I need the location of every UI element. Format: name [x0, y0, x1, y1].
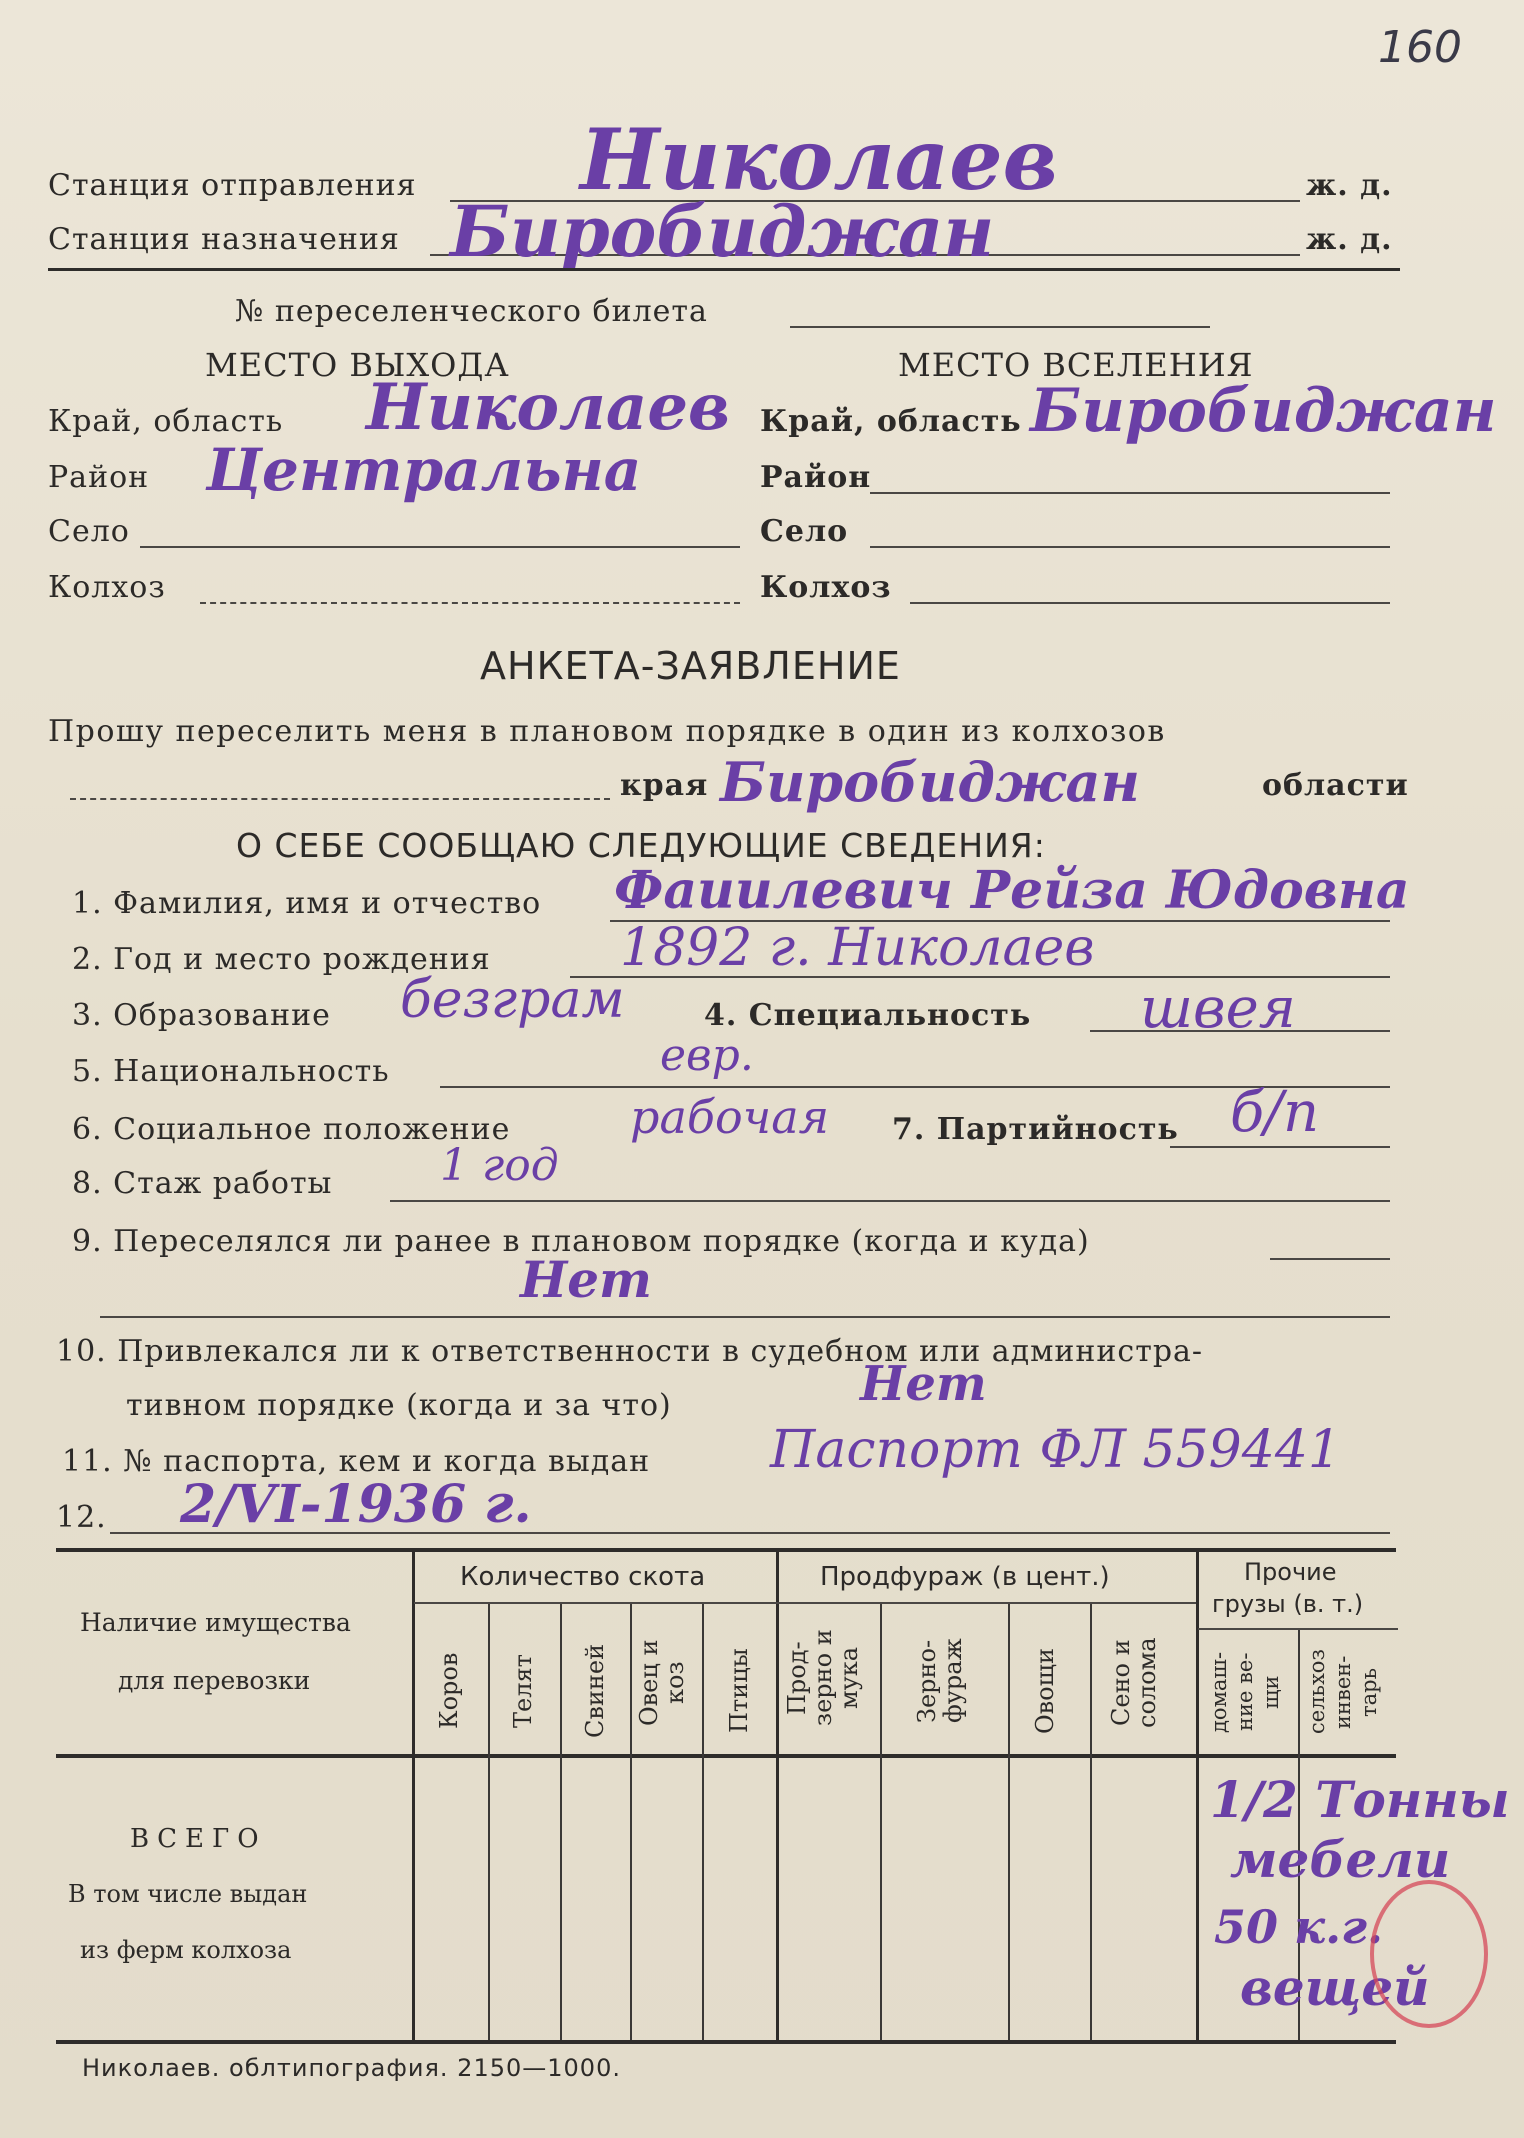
col-vegetables: Овощи [1031, 1648, 1059, 1734]
ticket-label: № переселенческого билета [235, 294, 708, 329]
other-value-4: вещей [1240, 1958, 1430, 2017]
q6-value: рабочая [630, 1090, 830, 1144]
exit-kolkhoz-label: Колхоз [48, 570, 166, 605]
q3-value: безграм [400, 970, 625, 1030]
q2-value: 1892 г. Николаев [620, 918, 1095, 978]
q7-label: 7. Партийность [892, 1112, 1179, 1147]
red-mark [1370, 1880, 1488, 2028]
col-grain-fodder: Зерно- фураж [913, 1638, 967, 1724]
q9-label: 9. Переселялся ли ранее в плановом порядке (когда и куда) [72, 1224, 1090, 1259]
q10-label-2: тивном порядке (когда и за что) [126, 1388, 672, 1423]
q9-value: Нет [520, 1250, 652, 1309]
q6-label: 6. Социальное положение [72, 1112, 511, 1147]
q10-value: Нет [860, 1356, 987, 1412]
q1-label: 1. Фамилия, имя и отчество [72, 886, 542, 921]
q4-value: швея [1140, 976, 1296, 1041]
request-line-1: Прошу переселить меня в плановом порядке в один из колхозов [48, 714, 1166, 749]
departure-suffix: ж. д. [1306, 168, 1393, 203]
destination-value: Биробиджан [450, 190, 995, 273]
q12-label: 12. [56, 1500, 107, 1535]
col-calves: Телят [509, 1654, 537, 1728]
page-number: 160 [1378, 22, 1462, 73]
col-poultry: Птицы [725, 1648, 753, 1734]
col-household: домаш- ние ве- щи [1207, 1651, 1283, 1733]
other-header-1: Прочие [1244, 1558, 1337, 1586]
q11-value: Паспорт ФЛ 559441 [770, 1420, 1341, 1480]
departure-value: Николаев [580, 110, 1058, 209]
exit-region-value: Николаев [366, 370, 731, 445]
exit-village-label: Село [48, 514, 130, 549]
col-grain-flour: Прод- зерно и мука [783, 1629, 863, 1727]
info-header: О СЕБЕ СООБЩАЮ СЛЕДУЮЩИЕ СВЕДЕНИЯ: [236, 826, 1046, 865]
q12-value: 2/VI-1936 г. [180, 1474, 532, 1535]
settle-region-value: Биробиджан [1030, 376, 1497, 446]
q3-label: 3. Образование [72, 998, 331, 1033]
settle-district-label: Район [760, 460, 872, 495]
printer-footer: Николаев. облтипография. 2150—1000. [82, 2054, 621, 2082]
exit-district-label: Район [48, 460, 150, 495]
col-farm-tools: сельхоз инвен- тарь [1305, 1649, 1381, 1735]
departure-label: Станция отправления [48, 168, 417, 203]
settle-place-header: МЕСТО ВСЕЛЕНИЯ [898, 346, 1254, 384]
incl-label-1: В том числе выдан [68, 1880, 308, 1908]
other-value-3: 50 к.г. [1214, 1900, 1384, 1954]
destination-suffix: ж. д. [1306, 222, 1393, 257]
q8-value: 1 год [440, 1140, 559, 1191]
q10-label-1: 10. Привлекался ли к ответственности в судебном или администра- [56, 1334, 1204, 1369]
property-label-2: для перевозки [118, 1666, 311, 1695]
other-value-1: 1/2 Тонны [1210, 1770, 1510, 1829]
q4-label: 4. Специальность [704, 998, 1032, 1033]
other-value-2: мебели [1230, 1830, 1451, 1889]
exit-place-header: МЕСТО ВЫХОДА [205, 346, 510, 384]
q1-value: Фаиилевич Рейза Юдовна [614, 860, 1410, 921]
settle-region-label: Край, область [760, 404, 1022, 439]
col-cows: Коров [435, 1652, 463, 1730]
q5-value: евр. [660, 1030, 754, 1081]
q8-label: 8. Стаж работы [72, 1166, 333, 1201]
destination-label: Станция назначения [48, 222, 400, 257]
request-krai-value: Биробиджан [720, 750, 1140, 814]
exit-district-value: Центральна [206, 436, 642, 504]
q11-label: 11. № паспорта, кем и когда выдан [62, 1444, 651, 1479]
col-pigs: Свиней [581, 1643, 609, 1739]
form-title: АНКЕТА-ЗАЯВЛЕНИЕ [480, 644, 901, 688]
other-header-2: грузы (в. т.) [1212, 1590, 1364, 1618]
livestock-header: Количество скота [460, 1562, 706, 1592]
settle-village-label: Село [760, 514, 849, 549]
request-oblast-label: области [1262, 768, 1409, 803]
q2-label: 2. Год и место рождения [72, 942, 491, 977]
fodder-header: Продфураж (в цент.) [820, 1562, 1110, 1592]
col-sheep-goats: Овец и коз [635, 1639, 689, 1727]
incl-label-2: из ферм колхоза [80, 1936, 292, 1964]
settle-kolkhoz-label: Колхоз [760, 570, 892, 605]
property-label-1: Наличие имущества [80, 1608, 351, 1637]
q7-value: б/п [1230, 1080, 1320, 1145]
request-krai-label: края [620, 768, 709, 803]
q5-label: 5. Национальность [72, 1054, 390, 1089]
col-hay-straw: Сено и солома [1107, 1637, 1161, 1729]
exit-region-label: Край, область [48, 404, 284, 439]
total-label: ВСЕГО [130, 1824, 267, 1854]
